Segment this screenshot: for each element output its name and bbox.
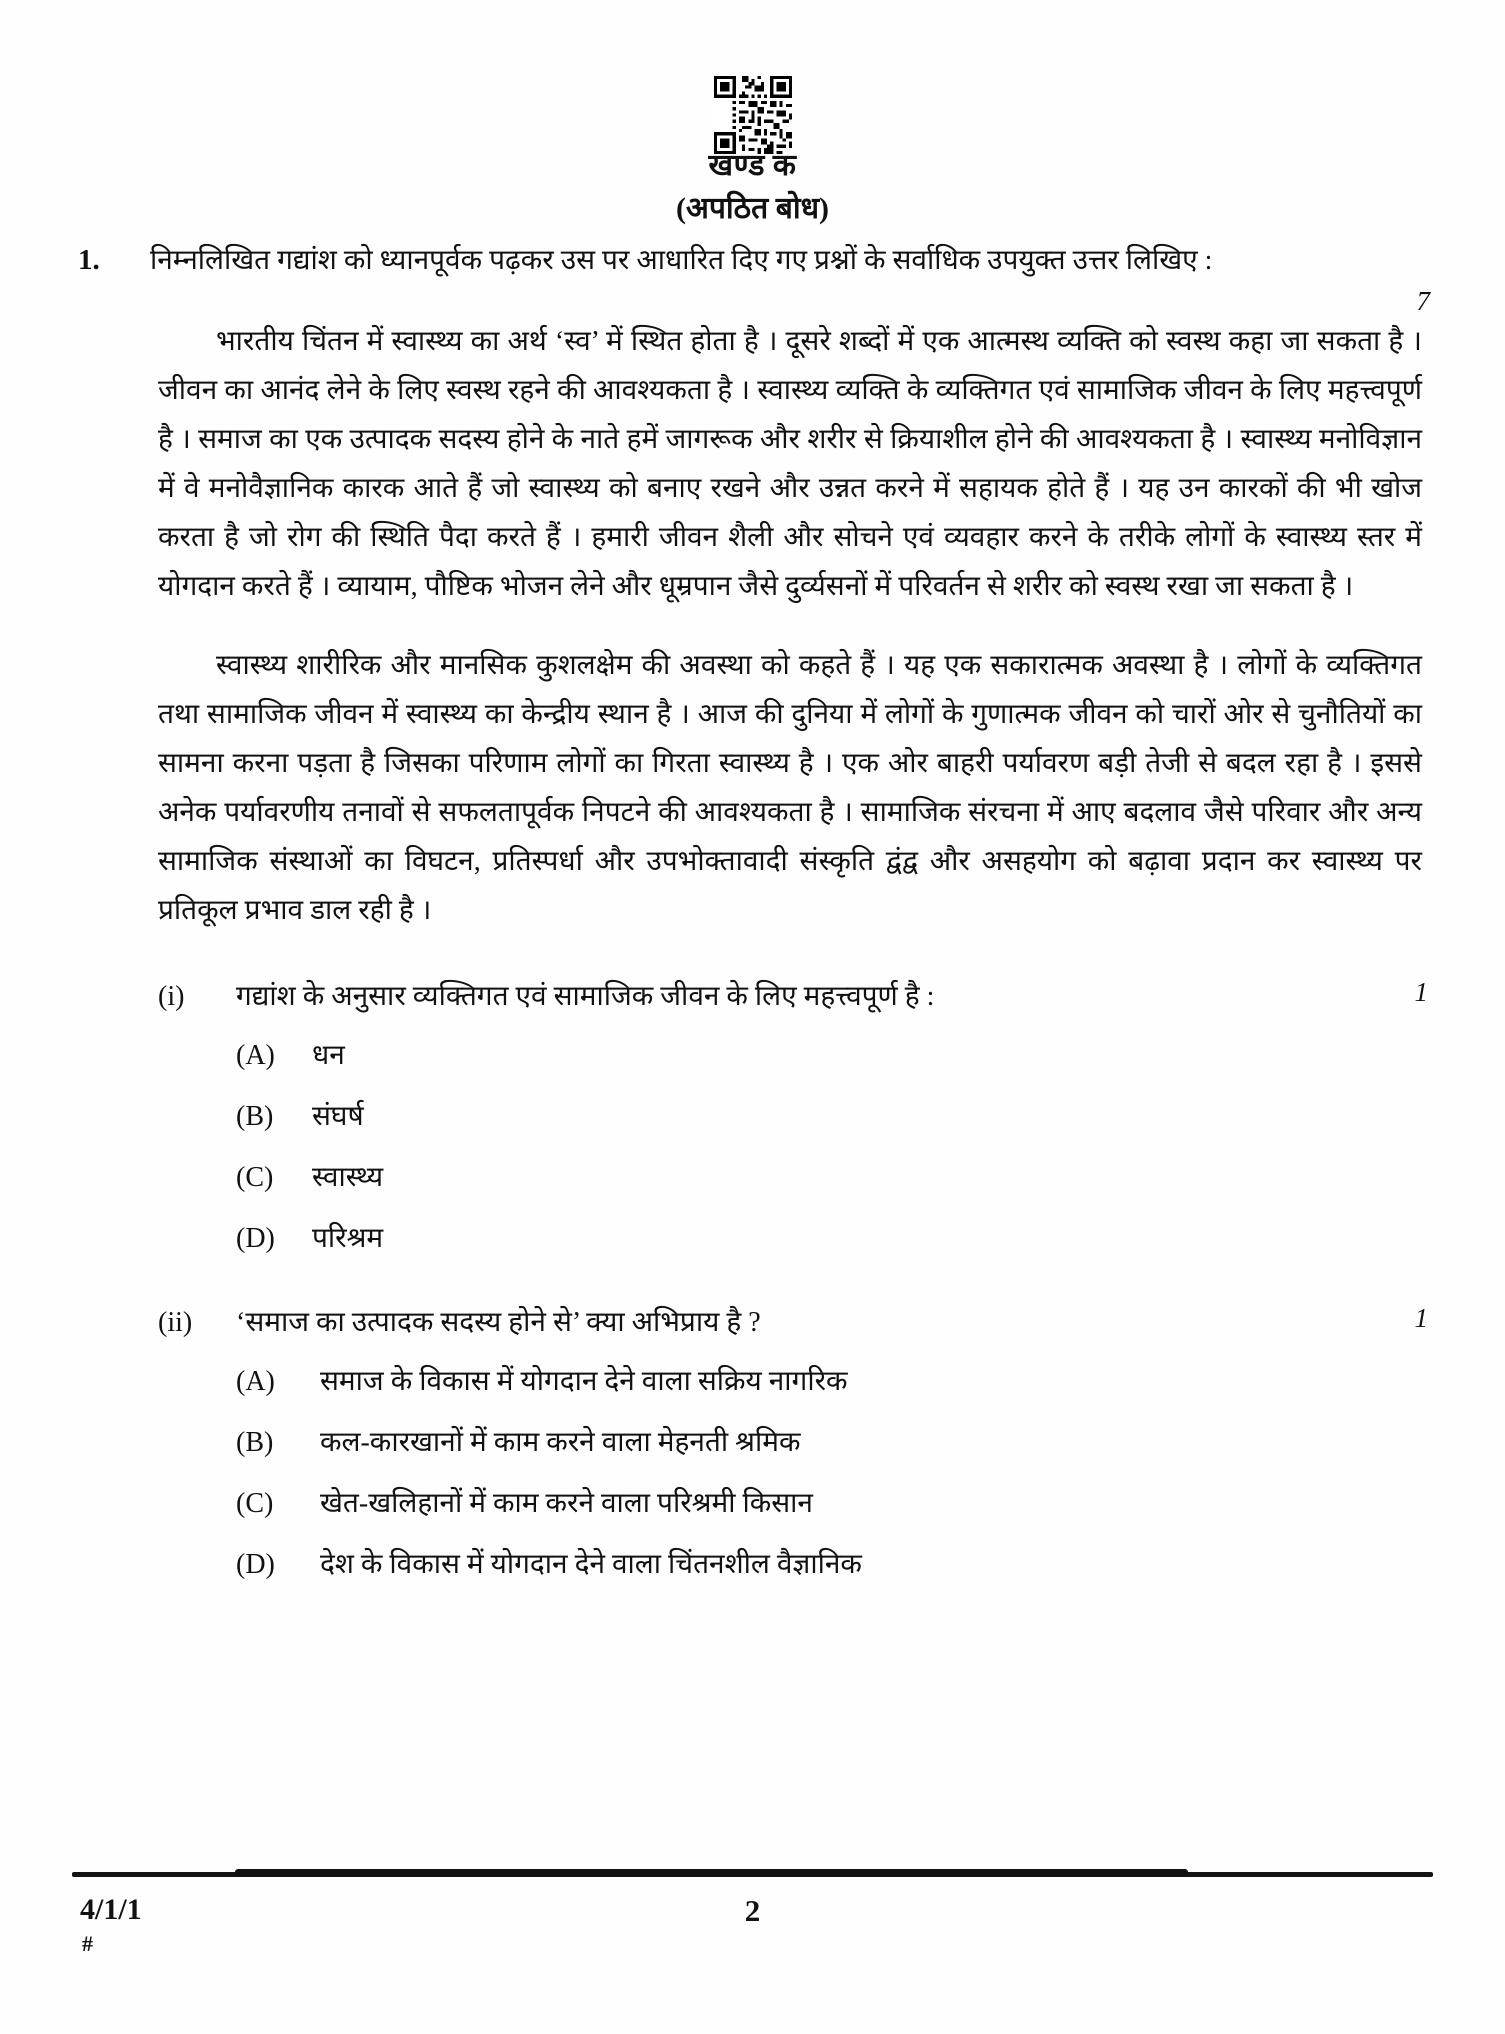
option-text: कल-कारखानों में काम करने वाला मेहनती श्रमिक	[320, 1426, 801, 1458]
option-key: (D)	[236, 1222, 275, 1254]
option-item[interactable]	[236, 1360, 1438, 1405]
question-content	[78, 238, 1438, 1587]
option-key: (B)	[236, 1100, 274, 1132]
sub-question-i-head	[158, 975, 1438, 1020]
question-marks: 7	[1416, 286, 1430, 316]
option-text: स्वास्थ्य	[312, 1161, 384, 1193]
question-instruction: निम्नलिखित गद्यांश को ध्यानपूर्वक पढ़कर उस पर आधारित दिए गए प्रश्नों के सर्वाधिक उपयुक्त उत्तर लिखिए :	[150, 245, 1213, 276]
option-item[interactable]	[236, 1482, 1438, 1527]
paper-code: 4/1/1	[80, 1893, 142, 1926]
section-title: खण्ड क	[708, 149, 797, 182]
option-key: (A)	[236, 1366, 275, 1398]
sub-question-i-label: (i)	[158, 981, 185, 1013]
sub-question-ii-options	[158, 1360, 1438, 1587]
sub-question-ii-stem: ‘समाज का उत्पादक सदस्य होने से’ क्या अभिप्राय है ?	[236, 1307, 761, 1339]
page-number: 2	[744, 1893, 761, 1928]
footer-divider	[72, 1872, 1433, 1877]
option-item[interactable]	[236, 1543, 1438, 1588]
sub-question-i-stem: गद्यांश के अनुसार व्यक्तिगत एवं सामाजिक जीवन के लिए महत्त्वपूर्ण है :	[236, 981, 935, 1013]
option-item[interactable]	[236, 1156, 1438, 1201]
question-number: 1.	[78, 244, 100, 276]
sub-question-i-marks: 1	[1414, 977, 1428, 1008]
option-key: (B)	[236, 1426, 274, 1458]
option-text: समाज के विकास में योगदान देने वाला सक्रिय नागरिक	[320, 1366, 848, 1398]
option-key: (A)	[236, 1040, 275, 1072]
sub-question-i	[78, 975, 1438, 1261]
page-footer	[72, 1893, 1433, 1973]
passage-paragraph-1: भारतीय चिंतन में स्वास्थ्य का अर्थ ‘स्व’ में स्थित होता है । दूसरे शब्दों में एक आत्मस्थ व्यक्ति को स्वस्थ कहा जा सकता है । जीवन का आनंद लेने के लिए स्वस्थ रहने की आवश्यकता है । स्वास्थ्य व्यक्ति के व्यक्तिगत एवं सामाजिक जीवन के लिए महत्त्वपूर्ण है । समाज का एक उत्पादक सदस्य होने के नाते हमें जागरूक और शरीर से क्रियाशील होने की आवश्यकता है । स्वास्थ्य मनोविज्ञान में वे मनोवैज्ञानिक कारक आते हैं जो स्वास्थ्य को बनाए रखने और उन्नत करने में सहायक होते हैं । यह उन कारकों की भी खोज करता है जो रोग की स्थिति पैदा करते हैं । हमारी जीवन शैली और सोचने एवं व्यवहार करने के तरीके लोगों के स्वास्थ्य स्तर में योगदान करते हैं । व्यायाम, पौष्टिक भोजन लेने और धूम्रपान जैसे दुर्व्यसनों में परिवर्तन से शरीर को स्वस्थ रखा जा सकता है ।	[158, 326, 1422, 603]
sub-question-ii-marks: 1	[1414, 1303, 1428, 1334]
option-key: (C)	[236, 1487, 274, 1519]
option-item[interactable]	[236, 1095, 1438, 1140]
option-text: खेत-खलिहानों में काम करने वाला परिश्रमी किसान	[320, 1487, 813, 1519]
sub-question-i-options	[158, 1034, 1438, 1261]
option-item[interactable]	[236, 1034, 1438, 1079]
option-text: धन	[312, 1040, 345, 1072]
question-1-row	[78, 238, 1438, 316]
sub-question-ii-head	[158, 1301, 1438, 1346]
sub-question-ii	[78, 1301, 1438, 1587]
option-item[interactable]	[236, 1421, 1438, 1466]
passage-paragraph-2: स्वास्थ्य शारीरिक और मानसिक कुशलक्षेम की अवस्था को कहते हैं । यह एक सकारात्मक अवस्था है । लोगों के व्यक्तिगत तथा सामाजिक जीवन में स्वास्थ्य का केन्द्रीय स्थान है । आज की दुनिया में लोगों के गुणात्मक जीवन को चारों ओर से चुनौतियों का सामना करना पड़ता है जिसका परिणाम लोगों का गिरता स्वास्थ्य है । एक ओर बाहरी पर्यावरण बड़ी तेजी से बदल रहा है । इससे अनेक पर्यावरणीय तनावों से सफलतापूर्वक निपटने की आवश्यकता है । सामाजिक संरचना में आए बदलाव जैसे परिवार और अन्य सामाजिक संस्थाओं का विघटन, प्रतिस्पर्धा और उपभोक्तावादी संस्कृति द्वंद्व और असहयोग को बढ़ावा प्रदान कर स्वास्थ्य पर प्रतिकूल प्रभाव डाल रही है ।	[158, 650, 1422, 927]
option-text: संघर्ष	[312, 1100, 364, 1132]
sub-question-ii-label: (ii)	[158, 1307, 193, 1339]
option-text: परिश्रम	[312, 1222, 384, 1254]
option-key: (C)	[236, 1161, 274, 1193]
option-item[interactable]	[236, 1217, 1438, 1262]
option-key: (D)	[236, 1548, 275, 1580]
section-subtitle: (अपठित बोध)	[675, 192, 830, 225]
hash-mark: #	[82, 1931, 93, 1956]
reading-passage	[78, 317, 1438, 935]
question-body	[150, 238, 1438, 316]
option-text: देश के विकास में योगदान देने वाला चिंतनशील वैज्ञानिक	[320, 1548, 862, 1580]
